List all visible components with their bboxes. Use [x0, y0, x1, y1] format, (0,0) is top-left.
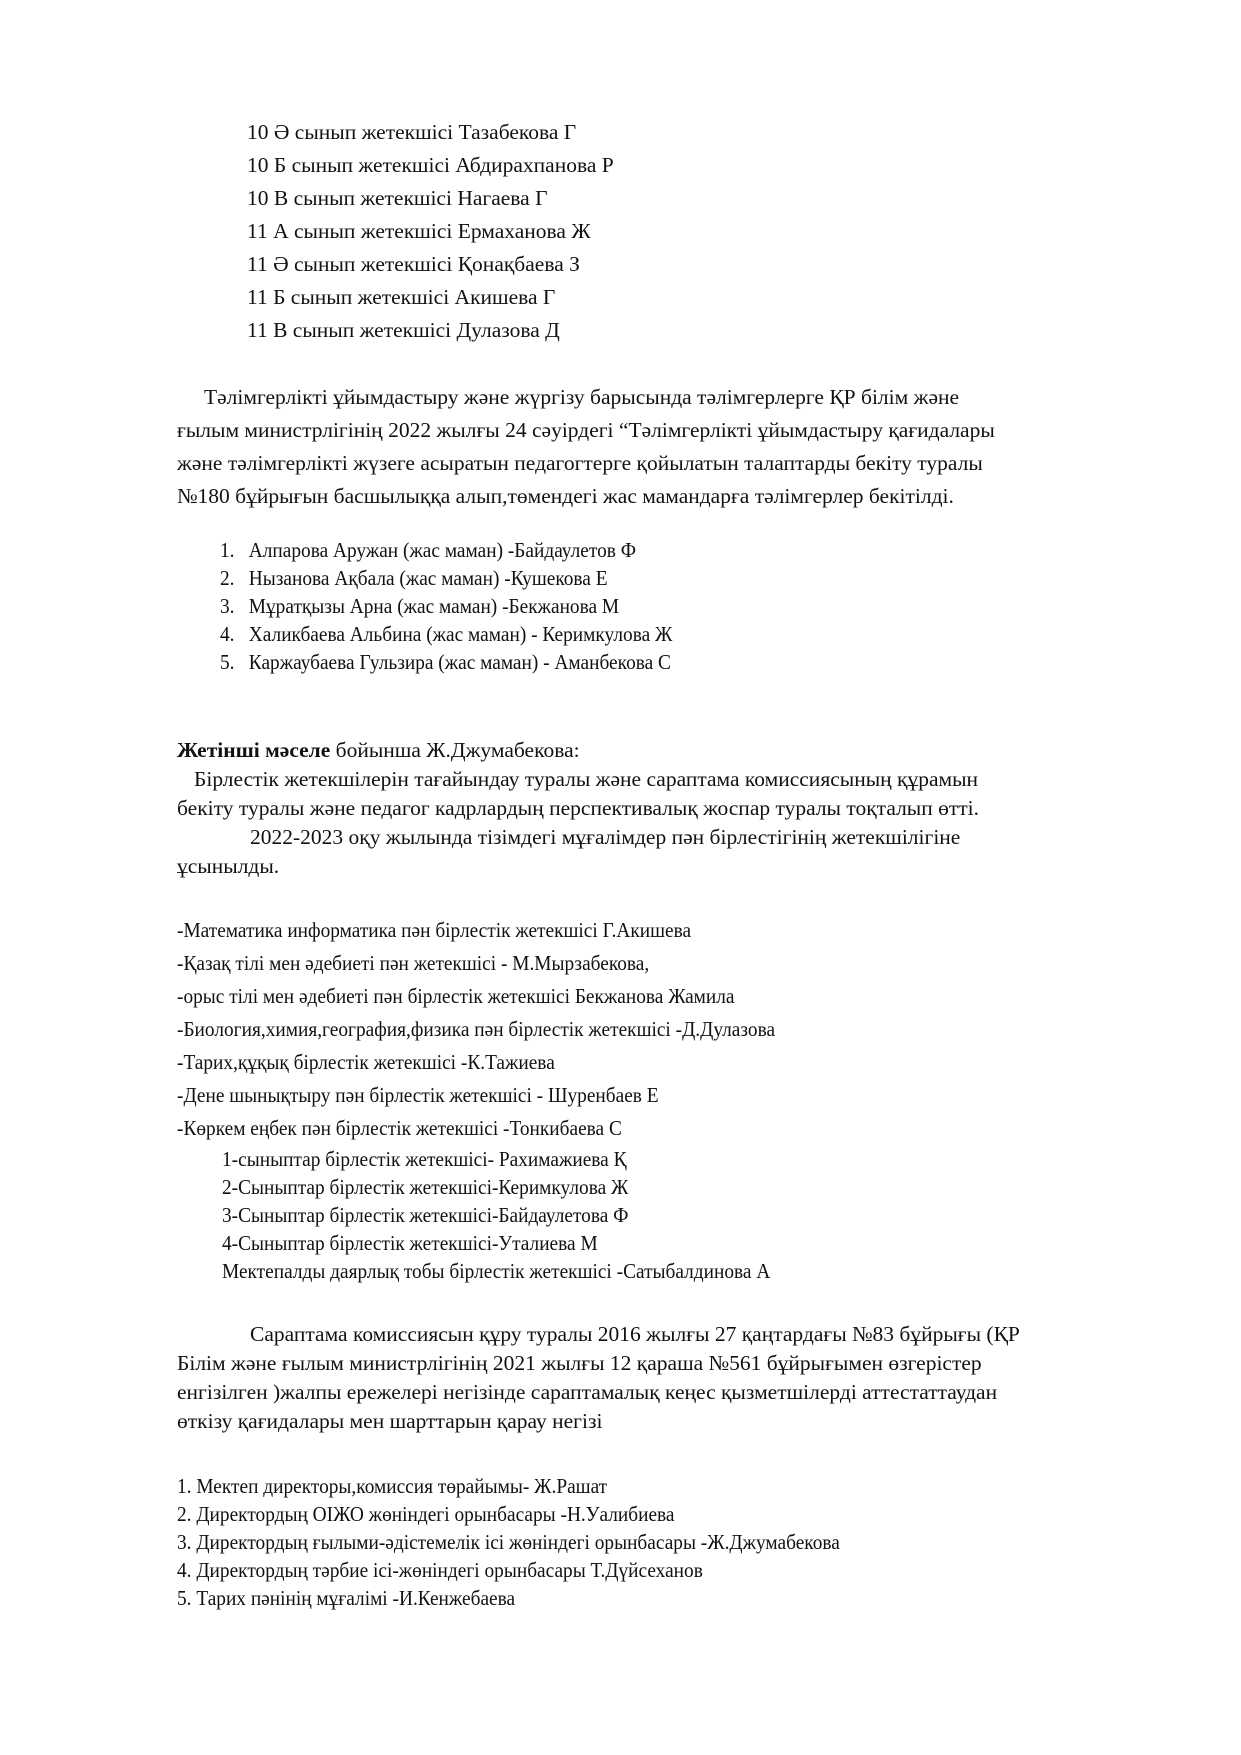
primary-leader-line: 3-Сыныптар бірлестік жетекшісі-Байдаулетова Ф: [222, 1203, 629, 1227]
paragraph-line: енгізілген )жалпы ережелері негізінде сараптамалық кеңес қызметшілерді аттестаттаудан: [177, 1380, 998, 1404]
class-teacher-line: 11 Б сынып жетекшісі Акишева Г: [247, 285, 556, 309]
mentor-item: [220, 537, 636, 563]
class-teacher-line: 11 В сынып жетекшісі Дулазова Д: [247, 318, 560, 342]
paragraph-line: Тәлімгерлікті ұйымдастыру және жүргізу барысында тәлімгерлерге ҚР білім және: [204, 385, 960, 409]
paragraph-line: №180 бұйрығын басшылыққа алып,төмендегі жас мамандарға тәлімгерлер бекітілді.: [177, 484, 954, 508]
commission-member-line: 3. Директордың ғылыми-әдістемелік ісі жөніндегі орынбасары -Ж.Джумабекова: [177, 1530, 840, 1554]
mentor-item: [220, 565, 608, 591]
subject-leader-line: -орыс тілі мен әдебиеті пән бірлестік жетекшісі Бекжанова Жамила: [177, 984, 735, 1008]
list-number: 5.: [220, 650, 235, 674]
commission-member-line: 2. Директордың ОІЖО жөніндегі орынбасары -Н.Уалибиева: [177, 1502, 675, 1526]
primary-leader-line: 1-сыныптар бірлестік жетекшісі- Рахимажиева Қ: [222, 1147, 627, 1171]
mentor-text: Алпарова Аружан (жас маман) -Байдаулетов Ф: [248, 538, 637, 562]
subject-leader-line: -Математика информатика пән бірлестік жетекшісі Г.Акишева: [177, 918, 692, 942]
paragraph-line: өткізу қағидалары мен шарттарын қарау негізі: [177, 1409, 603, 1433]
section-heading-rest: бойынша Ж.Джумабекова:: [330, 738, 580, 762]
mentor-text: Мұратқызы Арна (жас маман) -Бекжанова М: [248, 594, 620, 618]
primary-leader-line: 4-Сыныптар бірлестік жетекшісі-Уталиева М: [222, 1231, 598, 1255]
subject-leader-line: -Дене шынықтыру пән бірлестік жетекшісі - Шуренбаев Е: [177, 1083, 659, 1107]
subject-leader-line: -Қазақ тілі мен әдебиеті пән жетекшісі - М.Мырзабекова,: [177, 951, 650, 975]
paragraph-line: Бірлестік жетекшілерін тағайындау туралы және сараптама комиссиясының құрамын: [194, 767, 979, 791]
class-teacher-line: 11 Ә сынып жетекшісі Қонақбаева З: [247, 252, 580, 276]
list-number: 1.: [220, 538, 235, 562]
class-teacher-line: 11 А сынып жетекшісі Ермаханова Ж: [247, 219, 591, 243]
list-number: 2.: [220, 566, 235, 590]
subject-leader-line: -Тарих,құқық бірлестік жетекшісі -К.Тажиева: [177, 1050, 555, 1074]
mentor-item: [220, 593, 619, 619]
mentor-item: [220, 621, 672, 647]
list-number: 3.: [220, 594, 235, 618]
paragraph-line: 2022-2023 оқу жылында тізімдегі мұғалімдер пән бірлестігінің жетекшілігіне: [250, 825, 961, 849]
class-teacher-line: 10 В сынып жетекшісі Нагаева Г: [247, 186, 548, 210]
paragraph-line: бекіту туралы және педагог кадрлардың перспективалық жоспар туралы тоқталып өтті.: [177, 796, 980, 820]
mentor-text: Каржаубаева Гульзира (жас маман) - Аманбекова С: [248, 650, 671, 674]
commission-member-line: 4. Директордың тәрбие ісі-жөніндегі орынбасары Т.Дүйсеханов: [177, 1558, 703, 1582]
section-heading-bold: Жетінші мәселе: [177, 738, 331, 762]
commission-member-line: 5. Тарих пәнінің мұғалімі -И.Кенжебаева: [177, 1586, 516, 1610]
paragraph-line: ұсынылды.: [177, 854, 280, 878]
class-teacher-line: 10 Б сынып жетекшісі Абдирахпанова Р: [247, 153, 614, 177]
mentor-text: Нызанова Ақбала (жас маман) -Кушекова Е: [248, 566, 608, 590]
section-heading: [177, 737, 580, 763]
paragraph-line: Сараптама комиссиясын құру туралы 2016 жылғы 27 қаңтардағы №83 бұйрығы (ҚР: [250, 1322, 1020, 1346]
subject-leader-line: -Көркем еңбек пән бірлестік жетекшісі -Тонкибаева С: [177, 1116, 622, 1140]
paragraph-line: ғылым министрлігінің 2022 жылғы 24 сәуірдегі “Тәлімгерлікті ұйымдастыру қағидалары: [177, 418, 995, 442]
commission-member-line: 1. Мектеп директоры,комиссия төрайымы- Ж.Рашат: [177, 1474, 608, 1498]
primary-leader-line: 2-Сыныптар бірлестік жетекшісі-Керимкулова Ж: [222, 1175, 629, 1199]
class-teacher-line: 10 Ә сынып жетекшісі Тазабекова Г: [247, 120, 577, 144]
mentor-text: Халикбаева Альбина (жас маман) - Керимкулова Ж: [248, 622, 673, 646]
list-number: 4.: [220, 622, 235, 646]
mentor-item: [220, 649, 671, 675]
paragraph-line: және тәлімгерлікті жүзеге асыратын педагогтерге қойылатын талаптарды бекіту туралы: [177, 451, 983, 475]
subject-leader-line: -Биология,химия,география,физика пән бірлестік жетекшісі -Д.Дулазова: [177, 1017, 776, 1041]
primary-leader-line: Мектепалды даярлық тобы бірлестік жетекшісі -Сатыбалдинова А: [222, 1259, 771, 1283]
paragraph-line: Білім және ғылым министрлігінің 2021 жылғы 12 қараша №561 бұйрығымен өзгерістер: [177, 1351, 982, 1375]
